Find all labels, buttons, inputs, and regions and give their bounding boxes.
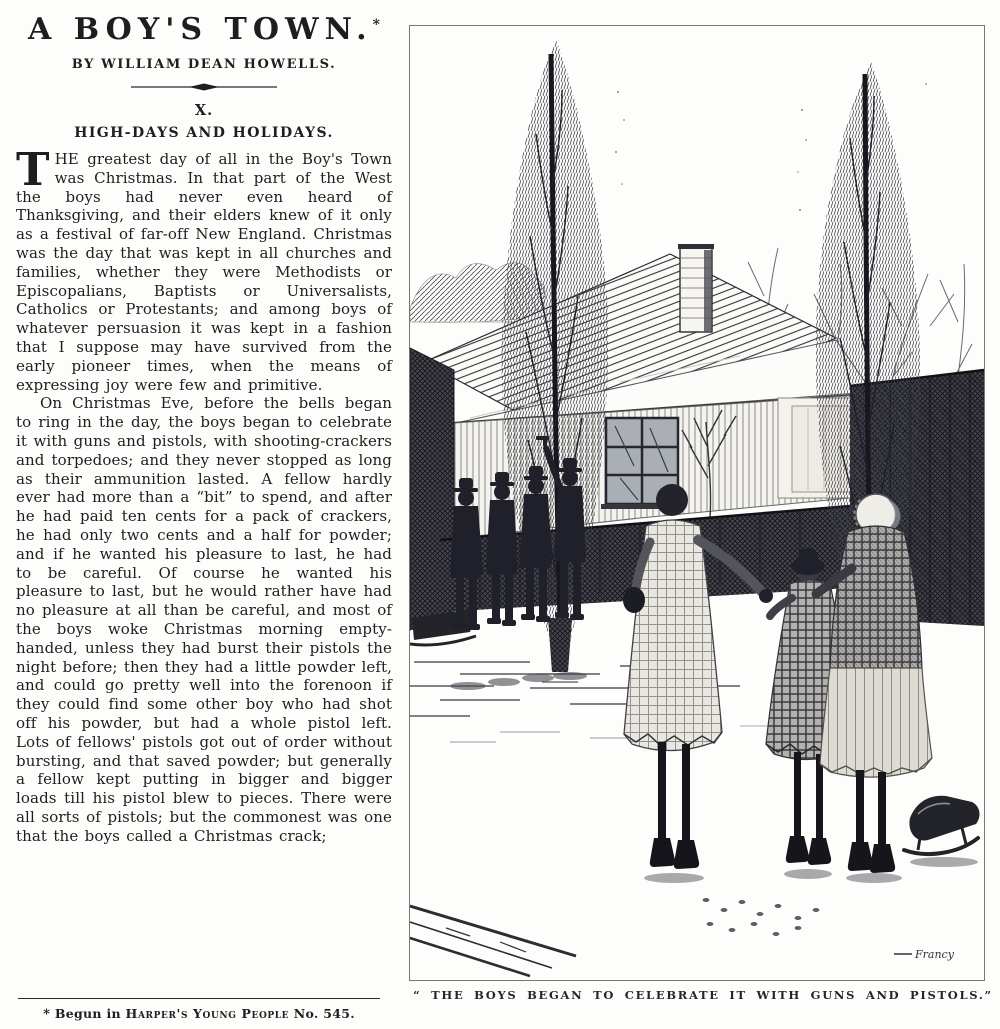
tree-base-wrap: [548, 618, 572, 672]
article-title-text: A BOY'S TOWN.: [28, 12, 373, 47]
footnote-publication: Harper's Young People: [125, 1006, 290, 1021]
signature-text: Francy: [915, 948, 954, 961]
footnote-reference-mark: *: [372, 17, 380, 33]
chapter-title: HIGH-DAYS AND HOLIDAYS.: [74, 125, 334, 141]
paragraph-1: [16, 143, 392, 394]
illustration-frame: [409, 25, 985, 981]
footnote: [18, 998, 380, 1022]
footnote-marker: *: [43, 1007, 51, 1022]
drop-cap: T: [16, 143, 50, 196]
paragraph-2: On Christmas Eve, before the bells began to ring in the day, the boys began to celebrate it with guns and pistols, with shooting-crackers and torpedoes; and they never stopped as long as their ammunition lasted. A fellow hardly ever had more than a “bit” to spend, and after he had paid ten cents for a pack of crackers, he had only two cents and a half for powder; and if he wanted his pleasure to last, he had to be careful. Of course he wanted his pleasure to last, but he would rather have had no pleasure at all than be careful, and most of the boys woke Christmas morning empty-handed, unless they had burst their pistols the night before; then they had a little powder left, and could go pretty well into the forenoon if they could find some other boy who had shot off his powder, but had a whole pistol left. Lots of fellows' pistols got out of order without bursting, and that saved powder; but generally a fellow kept putting in bigger and bigger loads till his pistol blew to pieces. There were all sorts of pistols; but the commonest was one that the boys called a Christmas crack;: [16, 394, 392, 845]
article-title: [16, 12, 392, 47]
illustration-column: [406, 0, 1000, 1029]
divider-rule-icon: [129, 81, 279, 93]
footnote-prefix: Begun in: [50, 1006, 126, 1021]
paragraph-1-text: HE greatest day of all in the Boy's Town was Christmas. In that part of the West the boys had never even heard of Thanksgiving, and their elders knew of it only as a festival of far-off New England. Christmas was the day that was kept in all churches and families, whether they were Methodists or Episcopalians, Baptists or Universalists, Catholics or Protestants; and among boys of whatever persuasion it was kept in a fashion that I suppose may have survived from the early pioneer times, when the means of expressing joy were few and primitive.: [16, 150, 392, 394]
footnote-suffix: No. 545.: [289, 1006, 355, 1021]
text-column: [0, 0, 406, 1029]
chimney: [678, 244, 714, 332]
illustration-caption: “ THE BOYS BEGAN TO CELEBRATE IT WITH GUNS AND PISTOLS.”: [413, 988, 993, 1002]
byline: BY WILLIAM DEAN HOWELLS.: [71, 57, 337, 72]
winter-engraving: [410, 26, 984, 980]
section-divider: [16, 78, 392, 96]
chapter-number: X.: [194, 102, 214, 119]
